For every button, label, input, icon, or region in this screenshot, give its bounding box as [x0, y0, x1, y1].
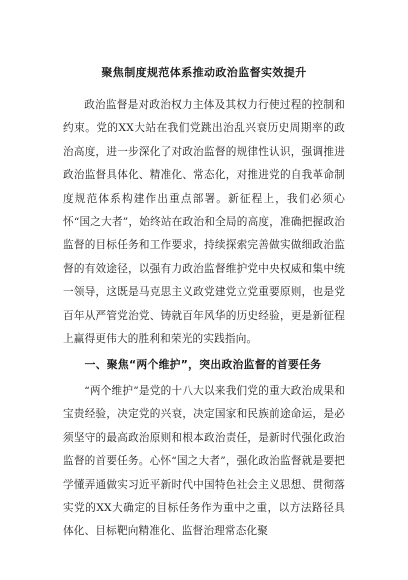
- intro-paragraph: 政治监督是对政治权力主体及其权力行使过程的控制和约束。党的XX大站在我们党跳出治乱兴衰历史周期率的政治高度，进一步深化了对政治监督的规律性认识，强调推进政治监督具体化、精准化、常态化，对推进党的自我革命制度规范体系构建作出重点部署。新征程上，我们必须心怀“国之大者”，始终站在政治和全局的高度，准确把握政治监督的目标任务和工作要求，持续探索完善做实做细政治监督的有效途径，以强有力政治监督维护党中央权威和集中统一领导，这既是马克思主义政党建党立党重要原则，也是党百年从严管党治党、铸就百年风华的历史经验，更是新征程上赢得更伟大的胜利和荣光的实践指向。: [63, 99, 345, 346]
- document-title: 聚焦制度规范体系推动政治监督实效提升: [101, 66, 307, 79]
- section-heading: 一、聚焦“两个维护”，突出政治监督的首要任务: [84, 358, 322, 371]
- section-paragraph: “两个维护”是党的十八大以来我们党的重大政治成果和宝贵经验，决定党的兴衰，决定国家和民族前途命运，是必须坚守的最高政治原则和根本政治责任，是新时代强化政治监督的首要任务。心怀“国之大者”，强化政治监督就是要把学懂弄通做实习近平新时代中国特色社会主义思想、贯彻落实党的XX大确定的目标任务作为重中之重，以方法路径具体化、目标靶向精准化、监督治理常态化聚: [63, 385, 345, 538]
